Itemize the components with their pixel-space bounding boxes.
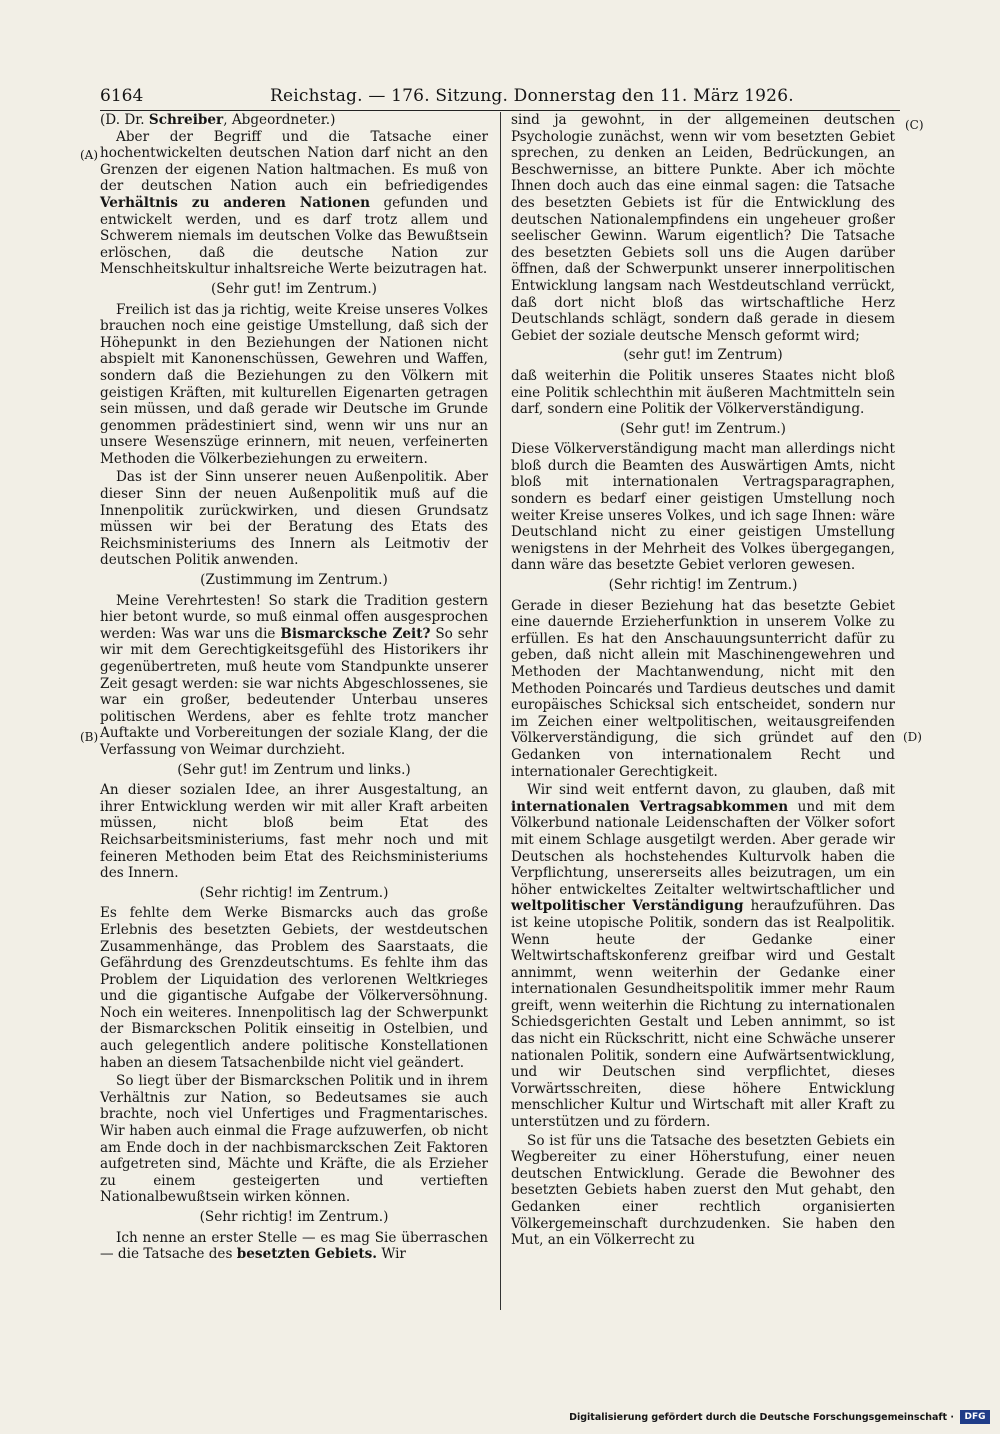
margin-mark-d: (D) [903, 730, 922, 744]
emphasis: Bismarcksche Zeit? [280, 625, 431, 642]
audience-reaction: (sehr gut! im Zentrum) [623, 347, 783, 364]
emphasis: besetzten Gebiets. [236, 1246, 378, 1263]
audience-reaction: (Sehr richtig! im Zentrum.) [608, 577, 798, 594]
margin-mark-b: (B) [80, 730, 99, 744]
audience-reaction: (Zustimmung im Zentrum.) [200, 572, 388, 589]
paragraph: Diese Völkerverständigung macht man allerdings nicht bloß durch die Beamten des Auswärtigen Amts, nicht bloß mit internationalen Vertragsparagraphen, sondern es bedarf einer geistigen Umstellung noch weiter Kreise unseres Volkes, und ich sage Ihnen: wäre Deutschland nicht zu einer geistigen Umstellung wenigstens in der Mehrheit des Volkes übergegangen, dann wäre das besetzte Gebiet verloren gewesen. [511, 441, 895, 574]
page-number: 6164 [100, 86, 144, 106]
paragraph: Es fehlte dem Werke Bismarcks auch das große Erlebnis des besetzten Gebiets, der westdeutschen Zusammenhänge, das Problem des Saarstaats, die Gefährdung des Grenzdeutschtums. Es fehlte ihm das Problem der Liquidation des verlorenen Weltkrieges und die gigantische Aufgabe der Völkerversöhnung. Noch ein weiteres. Innenpolitisch lag der Schwerpunkt der Bismarckschen Politik einseitig in Ostelbien, und auch gelegentlich andere politische Konstellationen haben an diesem Tatsachenbilde nicht viel geändert. [100, 905, 488, 1071]
text-run: Aber der Begriff und die Tatsache einer hochentwickelten deutschen Nation darf nicht an den Grenzen der eigenen Nation haltmachen. Es muß von der deutschen Nation auch ein befriedigendes [100, 128, 488, 195]
right-column [511, 112, 895, 1251]
paragraph [100, 129, 488, 278]
paragraph: So ist für uns die Tatsache des besetzten Gebiets ein Wegbereiter zu einer Höherstufung, einer neuen deutschen Entwicklung. Gerade die Bewohner des besetzten Gebiets haben zuerst den Mut gehabt, den Gedanken einer rechtlich organisierten Völkergemeinschaft durchzudenken. Sie haben den Mut, an ein Völkerrecht zu [511, 1132, 895, 1249]
speaker-line [100, 112, 488, 129]
audience-reaction: (Sehr gut! im Zentrum und links.) [177, 761, 411, 778]
emphasis: Verhältnis zu anderen Nationen [100, 194, 370, 211]
text-run: Wir sind weit entfernt davon, zu glauben, daß mit [527, 782, 895, 799]
speaker-prefix: (D. Dr. [100, 112, 149, 128]
audience-reaction: (Sehr gut! im Zentrum.) [211, 280, 377, 297]
paragraph: daß weiterhin die Politik unseres Staates nicht bloß eine Politik schlechthin mit äußeren Machtmitteln sein darf, sondern eine Politik der Völkerverständigung. [511, 367, 895, 418]
paragraph: So liegt über der Bismarckschen Politik und in ihrem Verhältnis zur Nation, so Bedeutsames sie auch brachte, noch viel Unfertiges und Fragmentarisches. Wir haben auch einmal die Frage aufzuwerfen, ob nicht am Ende doch in der nachbismarckschen Zeit Faktoren aufgetreten sind, Mächte und Kräfte, die als Erzieher zu einem gesteigerten und vertieften Nationalbewußtsein wirken können. [100, 1073, 488, 1206]
dfg-logo-icon: DFG [960, 1410, 990, 1424]
digitization-footer [569, 1408, 990, 1428]
audience-reaction: (Sehr richtig! im Zentrum.) [199, 1209, 389, 1225]
text-run: gefunden und entwickelt werden, und es darf trotz allem und Schwerem niemals im deutschen Volke das Bewußtsein erlöschen, daß die deutsche Nation zur Menschheitskultur inhaltsreiche Werte beizutragen hat. [100, 194, 488, 278]
margin-mark-a: (A) [80, 148, 99, 162]
emphasis: internationalen Vertragsabkommen [511, 798, 789, 815]
paragraph: Das ist der Sinn unserer neuen Außenpolitik. Aber dieser Sinn der neuen Außenpolitik muß auf die Innenpolitik zurückwirken, und diesen Grundsatz müssen wir bei der Beratung des Etats des Reichsministeriums des Innern als Leitmotiv der deutschen Politik anwenden. [100, 469, 488, 569]
audience-reaction: (Sehr gut! im Zentrum.) [620, 420, 786, 437]
paragraph [100, 1230, 488, 1263]
text-run: Wir [377, 1246, 406, 1263]
session-title: Reichstag. — 176. Sitzung. Donnerstag den 11. März 1926. [270, 86, 794, 106]
paragraph [511, 782, 895, 1130]
paragraph: sind ja gewohnt, in der allgemeinen deutschen Psychologie zunächst, wenn wir vom besetzten Gebiet sprechen, zu denken an Leiden, Bedrückungen, an Beschwernisse, an bittere Punkte. Aber ich möchte Ihnen doch auch das eine einmal sagen: die Tatsache des besetzten Gebiets ist für die Entwicklung des deutschen Nationalempfindens ein ungeheuer großer seelischer Gewinn. Warum eigentlich? Die Tatsache des besetzten Gebiets soll uns die Augen darüber öffnen, daß der Schwerpunkt unserer innerpolitischen Entwicklung langsam nach Westdeutschland verrückt, daß dort nicht bloß das wirtschaftliche Herz Deutschlands schlägt, sondern daß gerade in diesem Gebiet der soziale deutsche Mensch geformt wird; [511, 112, 895, 344]
left-column [100, 112, 488, 1265]
speaker-name: Schreiber [148, 112, 224, 128]
audience-reaction: (Sehr richtig! im Zentrum.) [199, 884, 389, 901]
paragraph: An dieser sozialen Idee, an ihrer Ausgestaltung, an ihrer Entwicklung werden wir mit aller Kraft arbeiten müssen, nicht bloß beim Etat des Reichsarbeitsministeriums, fast mehr noch und mit feineren Methoden beim Etat des Reichsministeriums des Innern. [100, 782, 488, 882]
text-run: Meine Verehrtesten! So stark die Tradition gestern hier betont wurde, so muß einmal offen ausgesprochen werden: Was war uns die [100, 592, 488, 642]
paragraph: Freilich ist das ja richtig, weite Kreise unseres Volkes brauchen noch eine geistige Umstellung, daß sich der Höhepunkt in den Beziehungen der Nationen nicht abspielt mit Kanonenschüssen, Gewehren und Waffen, sondern daß die Beziehungen zu den Völkern mit geistigen Kräften, mit kulturellen Eigenarten getragen sein müssen, und daß gerade wir Deutsche im Grunde genommen prädestiniert sind, wenn wir uns nur an unsere Wesenszüge erinnern, mit neuen, verfeinerten Methoden die Völkerbeziehungen zu erweitern. [100, 301, 488, 467]
text-run: heraufzuführen. Das ist keine utopische Politik, sondern das ist Realpolitik. Wenn heute der Gedanke einer Weltwirtschaftskonferenz greifbar wird und Gestalt annimmt, wenn weiterhin der Gedanke einer internationalen Gesundheitspolitik immer mehr Raum greift, wenn weiterhin die Richtung zu internationalen Schiedsgerichten Gestalt und Leben annimmt, so ist das nicht ein Rückschritt, nicht eine Schwäche unserer nationalen Politik, sondern eine Aufwärtsentwicklung, und wir Deutschen sind verpflichtet, dieses Vorwärtsschreiten, diese höhere Entwicklung menschlicher Kultur und Wirtschaft mit aller Kraft zu unterstützen und zu fördern. [511, 898, 895, 1131]
footer-text: Digitalisierung gefördert durch die Deutsche Forschungsgemeinschaft · [569, 1412, 954, 1423]
paragraph: Gerade in dieser Beziehung hat das besetzte Gebiet eine dauernde Erzieherfunktion in unserem Volke zu erfüllen. Es hat den Anschauungsunterricht dafür zu geben, daß nicht allein mit Maschinengewehren und Methoden der Machtanwendung, nicht mit den Methoden Poincarés und Tardieus deutsches und damit europäisches Schicksal sich entscheidet, sondern nur im Zeichen einer weltpolitischen, weitausgreifenden Völkerverständigung, die sich gründet auf den Gedanken von internationalem Recht und internationaler Gerechtigkeit. [511, 597, 895, 780]
running-head [100, 86, 900, 111]
text-run: Ich nenne an erster Stelle — es mag Sie überraschen — die Tatsache des [100, 1229, 488, 1263]
margin-mark-c: (C) [905, 118, 924, 132]
paragraph [100, 593, 488, 759]
text-run: So sehr wir mit dem Gerechtigkeitsgefühl des Historikers ihr gegenübertreten, muß heute vom Standpunkte unserer Zeit gesagt werden: sie war nichts Abgeschlossenes, sie war ein großer, bedeutender Unterbau unseres politischen Werdens, aber es fehlte trotz mancher Auftakte und Vorbereitungen der soziale Klang, der die Verfassung von Weimar durchzieht. [100, 625, 488, 758]
text-run: und mit dem Völkerbund nationale Leidenschaften der Völker sofort mit einem Schlage ausgetilgt werden. Aber gerade wir Deutschen als hochstehendes Kulturvolk haben die Verpflichtung, unsererseits alles beizutragen, um ein höher entwickeltes Zeitalter weltwirtschaftlicher und [511, 798, 896, 898]
speaker-role: , Abgeordneter.) [223, 112, 336, 128]
emphasis: weltpolitischer Verständigung [511, 898, 744, 915]
column-divider [500, 112, 501, 1310]
